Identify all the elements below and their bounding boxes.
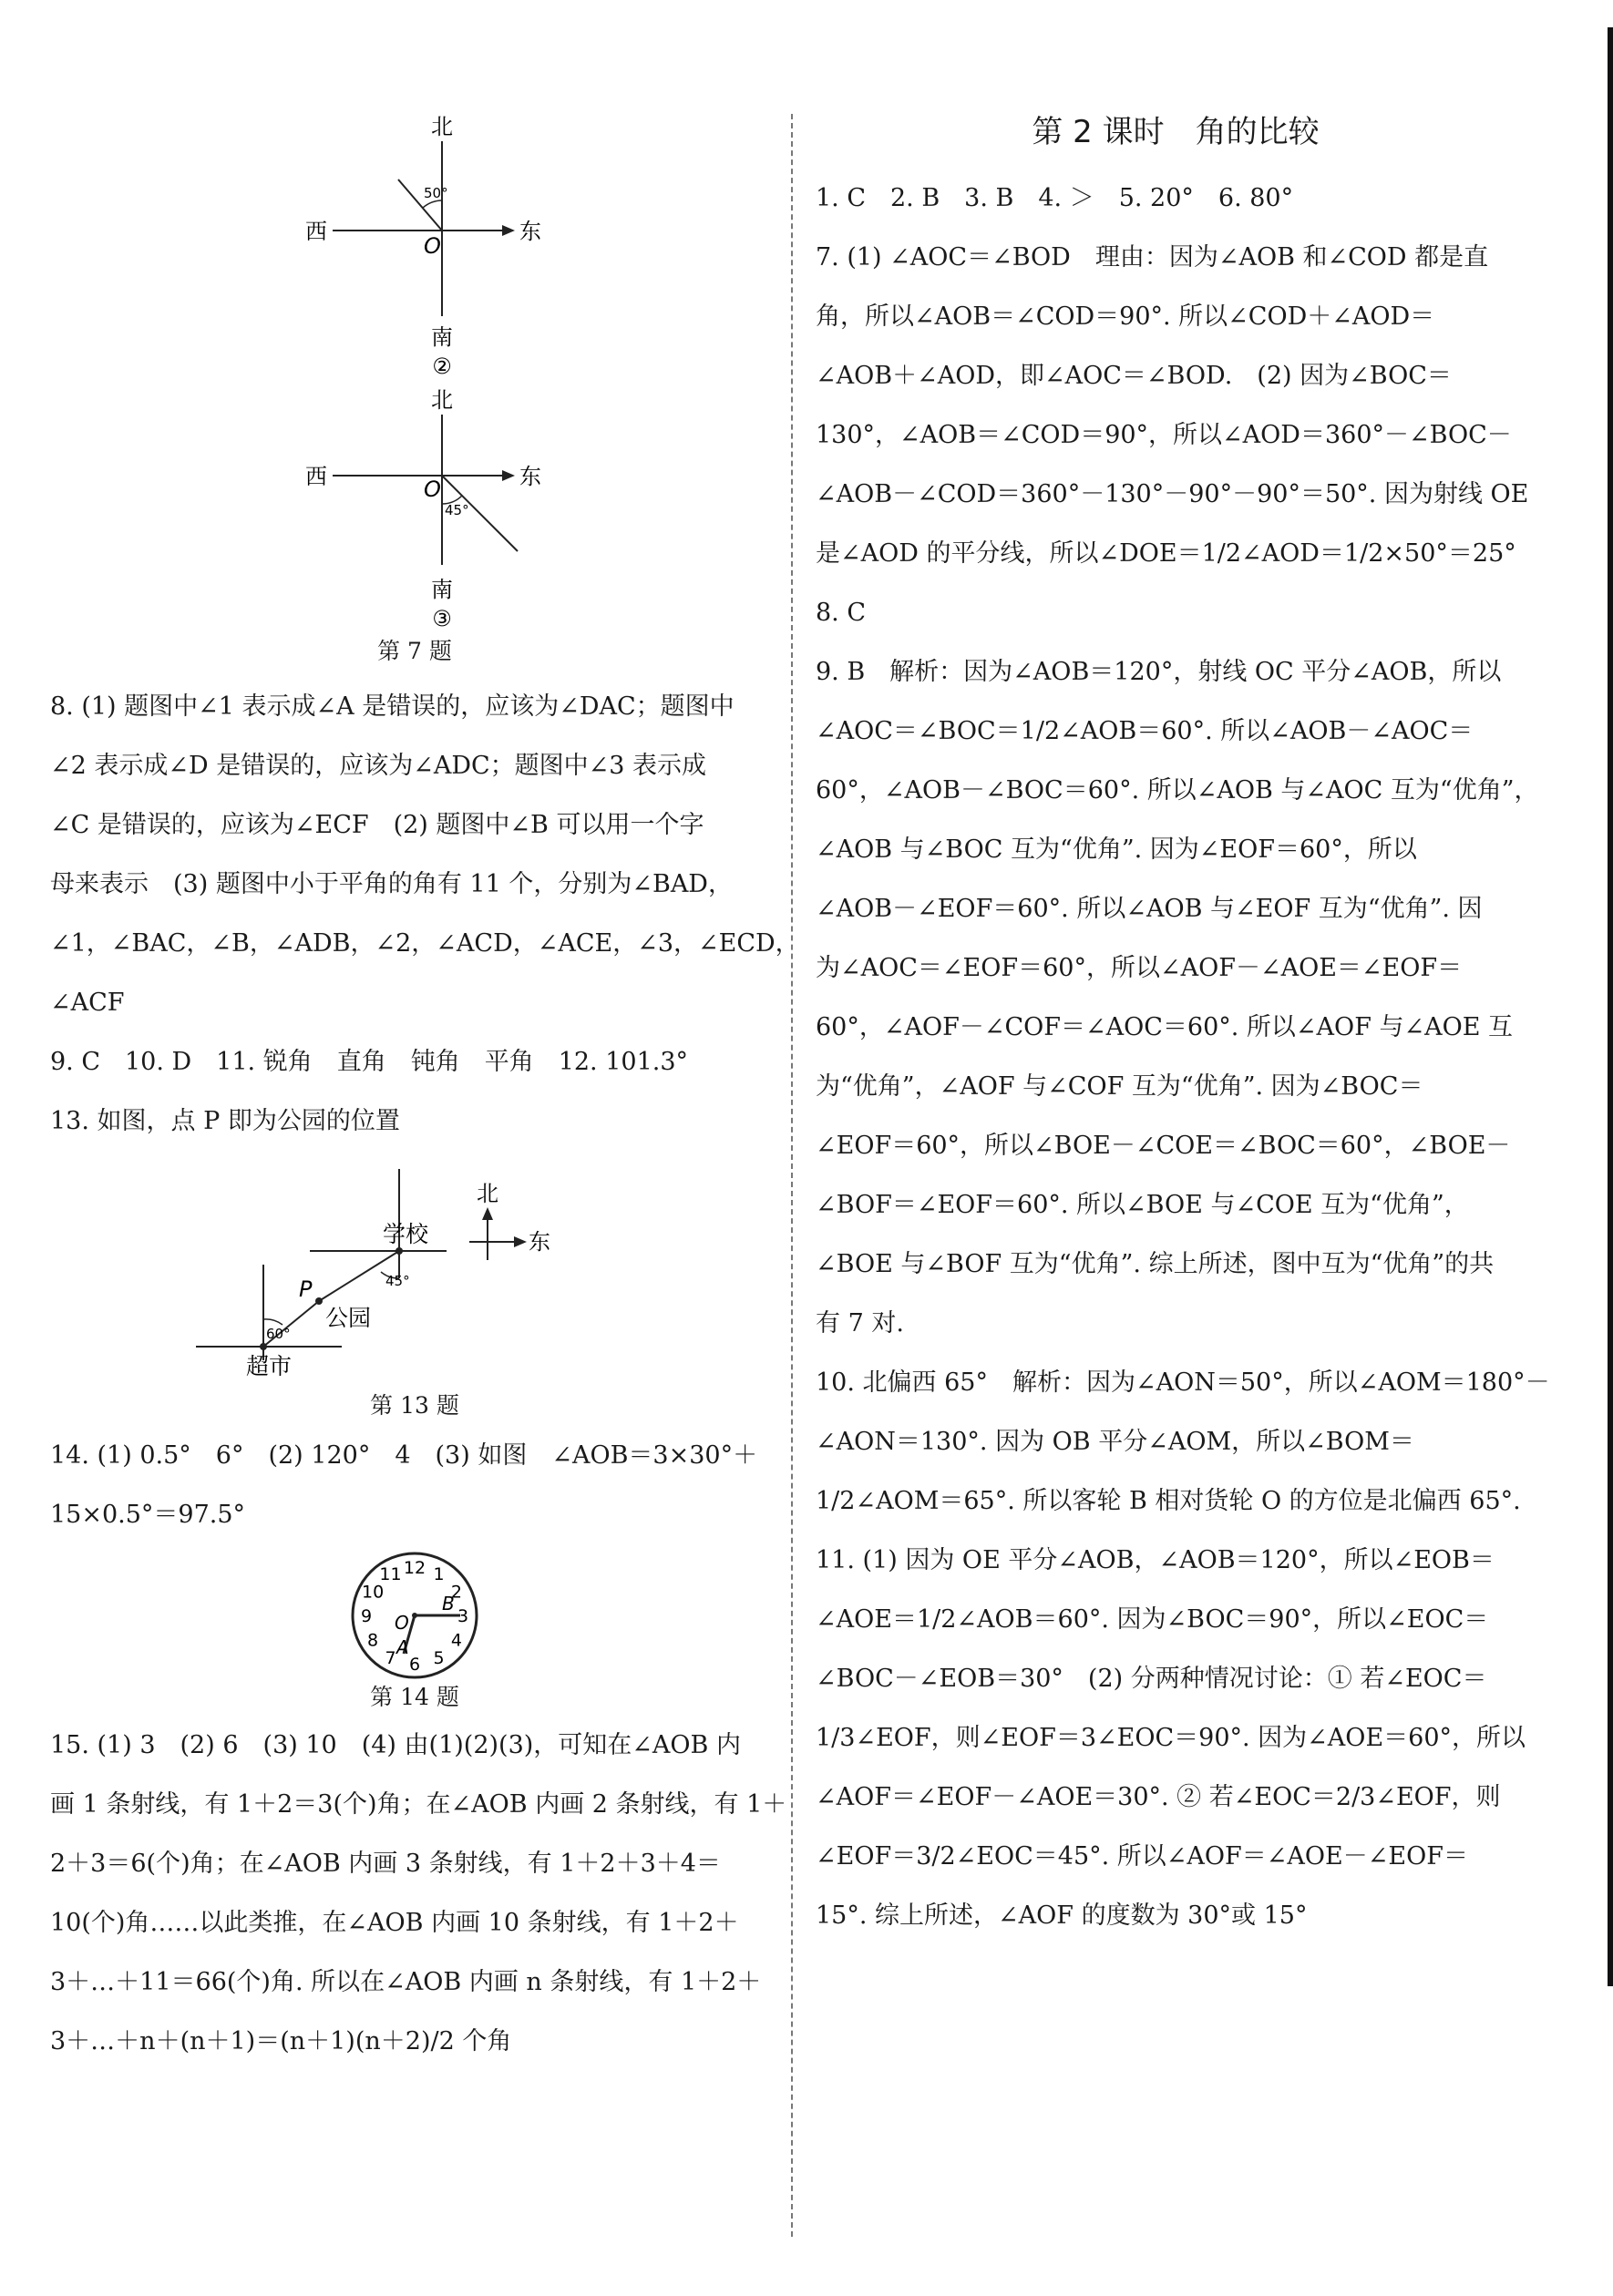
section-title: 第 2 课时 角的比较 [1032,114,1320,150]
answer-line: 8. (1) 题图中∠1 表示成∠A 是错误的，应该为∠DAC；题图中 [50,692,735,721]
answer-line: 10(个)角……以此类推，在∠AOB 内画 10 条射线，有 1＋2＋ [50,1909,739,1937]
compass-figure-2 [223,105,606,387]
answer-line: 14. (1) 0.5° 6° (2) 120° 4 (3) 如图 ∠AOB＝3×30°＋ [50,1441,758,1470]
answer-line: ∠1，∠BAC，∠B，∠ADB，∠2，∠ACD，∠ACE，∠3，∠ECD， [50,929,800,958]
answer-line: ∠AOC＝∠BOC＝1/2∠AOB＝60°. 所以∠AOB－∠AOC＝ [816,717,1474,745]
clock-number: 9 [360,1606,373,1626]
point-p-label: P [299,1276,313,1302]
page-edge-bar [1608,27,1613,1986]
answer-line: 2＋3＝6(个)角；在∠AOB 内画 3 条射线，有 1＋2＋3＋4＝ [50,1850,721,1878]
clock-number: 7 [385,1647,396,1668]
figure-caption: 第 7 题 [377,638,452,664]
answer-line: 9. B 解析：因为∠AOB＝120°，射线 OC 平分∠AOB，所以 [816,658,1502,686]
answer-line: ∠AON＝130°. 因为 OB 平分∠AOM，所以∠BOM＝ [816,1428,1414,1456]
answer-line: 130°，∠AOB＝∠COD＝90°，所以∠AOD＝360°－∠BOC－ [816,421,1512,449]
clock-number: 5 [433,1647,445,1668]
answer-line: ∠AOB 与∠BOC 互为“优角”. 因为∠EOF＝60°，所以 [816,835,1417,864]
angle60-label: 60° [266,1326,291,1342]
answer-line: 15°. 综上所述，∠AOF 的度数为 30°或 15° [816,1901,1308,1930]
answer-line: 3＋…＋11＝66(个)角. 所以在∠AOB 内画 n 条射线，有 1＋2＋ [50,1968,762,1996]
clock-number: 1 [433,1564,445,1585]
answer-line: 角，所以∠AOB＝∠COD＝90°. 所以∠COD＋∠AOD＝ [816,302,1435,331]
answer-line: ∠BOC－∠EOB＝30° (2) 分两种情况讨论：① 若∠EOC＝ [816,1665,1487,1693]
column-divider [791,114,793,2237]
angle-label: 50° [424,185,448,201]
answer-line: 画 1 条射线，有 1＋2＝3(个)角；在∠AOB 内画 2 条射线，有 1＋ [50,1790,787,1819]
clock-number: 12 [403,1558,426,1578]
compass-figure-3 [223,387,606,642]
answer-line: 60°，∠AOF－∠COF＝∠AOC＝60°. 所以∠AOF 与∠AOE 互 [816,1013,1514,1041]
answer-line: ∠AOB－∠COD＝360°－130°－90°－90°＝50°. 因为射线 OE [816,480,1529,508]
north-label: 北 [431,114,453,139]
answer-line: 10. 北偏西 65° 解析：因为∠AON＝50°，所以∠AOM＝180°－ [816,1368,1550,1397]
answer-line: 为∠AOC＝∠EOF＝60°，所以∠AOF－∠AOE＝∠EOF＝ [816,954,1463,982]
answer-line: 60°，∠AOB－∠BOC＝60°. 所以∠AOB 与∠AOC 互为“优角”， [816,776,1539,805]
clock-o-label: O [395,1612,409,1634]
clock-a-label: A [396,1636,409,1658]
south-label: 南 [431,324,453,350]
answer-line: ∠C 是错误的，应该为∠ECF (2) 题图中∠B 可以用一个字 [50,811,704,839]
origin-label: O [424,233,441,259]
north-label: 北 [431,387,453,413]
answer-line: ∠AOB－∠EOF＝60°. 所以∠AOB 与∠EOF 互为“优角”. 因 [816,895,1483,923]
origin-label: O [424,477,441,502]
answer-line: ∠EOF＝60°，所以∠BOE－∠COE＝∠BOC＝60°，∠BOE－ [816,1132,1511,1160]
clock-figure [324,1544,506,1681]
answer-line: 有 7 对. [816,1309,904,1338]
answer-line: ∠AOE＝1/2∠AOB＝60°. 因为∠BOC＝90°，所以∠EOC＝ [816,1605,1489,1634]
answer-line: 1/2∠AOM＝65°. 所以客轮 B 相对货轮 O 的方位是北偏西 65°. [816,1487,1521,1515]
answer-line: ∠BOE 与∠BOF 互为“优角”. 综上所述，图中互为“优角”的共 [816,1250,1495,1278]
school-label: 学校 [383,1221,429,1247]
answer-line: 为“优角”，∠AOF 与∠COF 互为“优角”. 因为∠BOC＝ [816,1072,1423,1101]
angle45-label: 45° [385,1273,410,1289]
clock-number: 6 [408,1655,421,1675]
west-label: 西 [305,464,327,489]
north-label: 北 [477,1181,498,1206]
left-column [50,105,800,2071]
answer-line: ∠BOF＝∠EOF＝60°. 所以∠BOE 与∠COE 互为“优角”， [816,1191,1469,1219]
clock-b-label: B [442,1593,455,1614]
right-column [816,105,1550,1945]
answer-line: 15. (1) 3 (2) 6 (3) 10 (4) 由(1)(2)(3)，可知在∠AOB 内 [50,1731,741,1759]
clock-number: 8 [367,1630,379,1651]
market-label: 超市 [246,1353,293,1379]
east-label: 东 [519,219,541,244]
answer-line: ∠2 表示成∠D 是错误的，应该为∠ADC；题图中∠3 表示成 [50,752,707,780]
east-label: 东 [529,1229,550,1255]
west-label: 西 [305,219,327,244]
figure-mark: ③ [432,606,452,631]
clock-number: 4 [450,1630,462,1651]
clock-number: 3 [457,1606,469,1626]
answer-line: 9. C 10. D 11. 锐角 直角 钝角 平角 12. 101.3° [50,1048,689,1076]
answer-line: 是∠AOD 的平分线，所以∠DOE＝1/2∠AOD＝1/2×50°＝25° [816,539,1516,568]
right-answer-list [816,169,1550,1945]
answer-line: 13. 如图，点 P 即为公园的位置 [50,1107,400,1135]
south-label: 南 [431,577,453,602]
figure-caption: 第 14 题 [370,1684,459,1710]
answer-line: ∠AOB＋∠AOD，即∠AOC＝∠BOD. (2) 因为∠BOC＝ [816,362,1452,390]
answer-line: 11. (1) 因为 OE 平分∠AOB，∠AOB＝120°，所以∠EOB＝ [816,1546,1495,1574]
figure-caption: 第 13 题 [370,1392,459,1419]
answer-line: 母来表示 (3) 题图中小于平角的角有 11 个，分别为∠BAD， [50,870,733,898]
answer-line: 7. (1) ∠AOC＝∠BOD 理由：因为∠AOB 和∠COD 都是直 [816,243,1489,272]
answer-line: 1/3∠EOF，则∠EOF＝3∠EOC＝90°. 因为∠AOE＝60°，所以 [816,1724,1526,1752]
answer-line: 1. C 2. B 3. B 4. ＞ 5. 20° 6. 80° [816,184,1294,212]
answer-line: ∠AOF＝∠EOF－∠AOE＝30°. ② 若∠EOC＝2/3∠EOF，则 [816,1783,1501,1811]
answer-line: ∠EOF＝3/2∠EOC＝45°. 所以∠AOF＝∠AOE－∠EOF＝ [816,1842,1468,1871]
clock-number: 11 [379,1564,402,1585]
east-label: 东 [519,464,541,489]
clock-number: 10 [362,1582,385,1603]
answer-line: ∠ACF [50,989,125,1017]
clock-number: 2 [450,1582,462,1603]
park-label: 公园 [325,1305,372,1331]
figure-mark: ② [432,354,452,379]
map-figure-13 [178,1151,652,1388]
answer-line: 15×0.5°＝97.5° [50,1501,246,1529]
answer-line: 3＋…＋n＋(n＋1)＝(n＋1)(n＋2)/2 个角 [50,2027,512,2055]
angle-label: 45° [445,502,469,518]
answer-line: 8. C [816,599,867,627]
